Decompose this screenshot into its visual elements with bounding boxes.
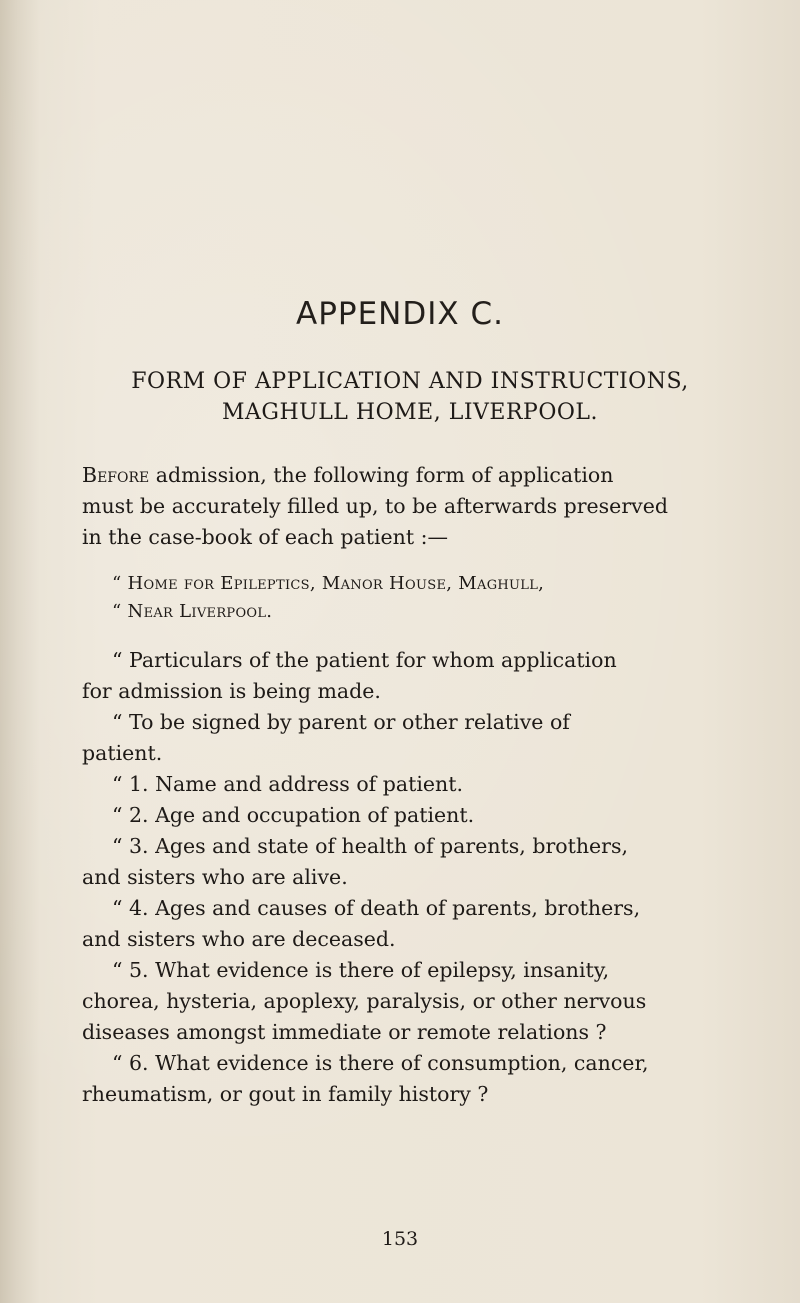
intro-paragraph [82,460,742,553]
text-line: “ To be signed by parent or other relative of [112,710,570,734]
address-line-1: “ Home for Epileptics, Manor House, Maghull, [112,573,545,594]
text-line: “ Particulars of the patient for whom application [112,648,617,672]
page-number: 153 [381,1228,419,1250]
text-line: “ 3. Ages and state of health of parents, brothers, [112,834,629,858]
appendix-title: APPENDIX C. [296,296,504,332]
intro-line-1 [82,460,742,491]
text-line: chorea, hysteria, apoplexy, paralysis, or other nervous [82,989,647,1013]
text-line: “ 5. What evidence is there of epilepsy, insanity, [112,958,610,982]
text-line: “ 6. What evidence is there of consumption, cancer, [112,1051,649,1075]
intro-line-2: must be accurately filled up, to be afterwards preserved [82,494,668,518]
institution-address [112,570,752,626]
paragraph-signature [82,707,742,769]
form-questions [82,645,742,1110]
paragraph-particulars [82,645,742,707]
form-title-line-1: FORM OF APPLICATION AND INSTRUCTIONS, [131,369,689,394]
question-5 [82,955,742,1048]
text-line: and sisters who are deceased. [82,927,396,951]
intro-line-1-rest: admission, the following form of application [149,463,614,487]
form-title-line-2: MAGHULL HOME, LIVERPOOL. [221,400,598,425]
text-line: rheumatism, or gout in family history ? [82,1082,489,1106]
text-line: for admission is being made. [82,679,381,703]
intro-first-word: Before [82,463,150,487]
text-line: “ 4. Ages and causes of death of parents, brothers, [112,896,641,920]
text-line: diseases amongst immediate or remote relations ? [82,1020,607,1044]
question-6 [82,1048,742,1110]
question-3 [82,831,742,893]
text-line: “ 1. Name and address of patient. [112,772,464,796]
form-title [40,366,780,428]
intro-line-3: in the case-book of each patient :— [82,525,449,549]
question-1 [82,769,742,800]
text-line: “ 2. Age and occupation of patient. [112,803,475,827]
question-4 [82,893,742,955]
text-line: patient. [82,741,163,765]
address-line-2: “ Near Liverpool. [112,601,273,622]
text-line: and sisters who are alive. [82,865,348,889]
question-2 [82,800,742,831]
